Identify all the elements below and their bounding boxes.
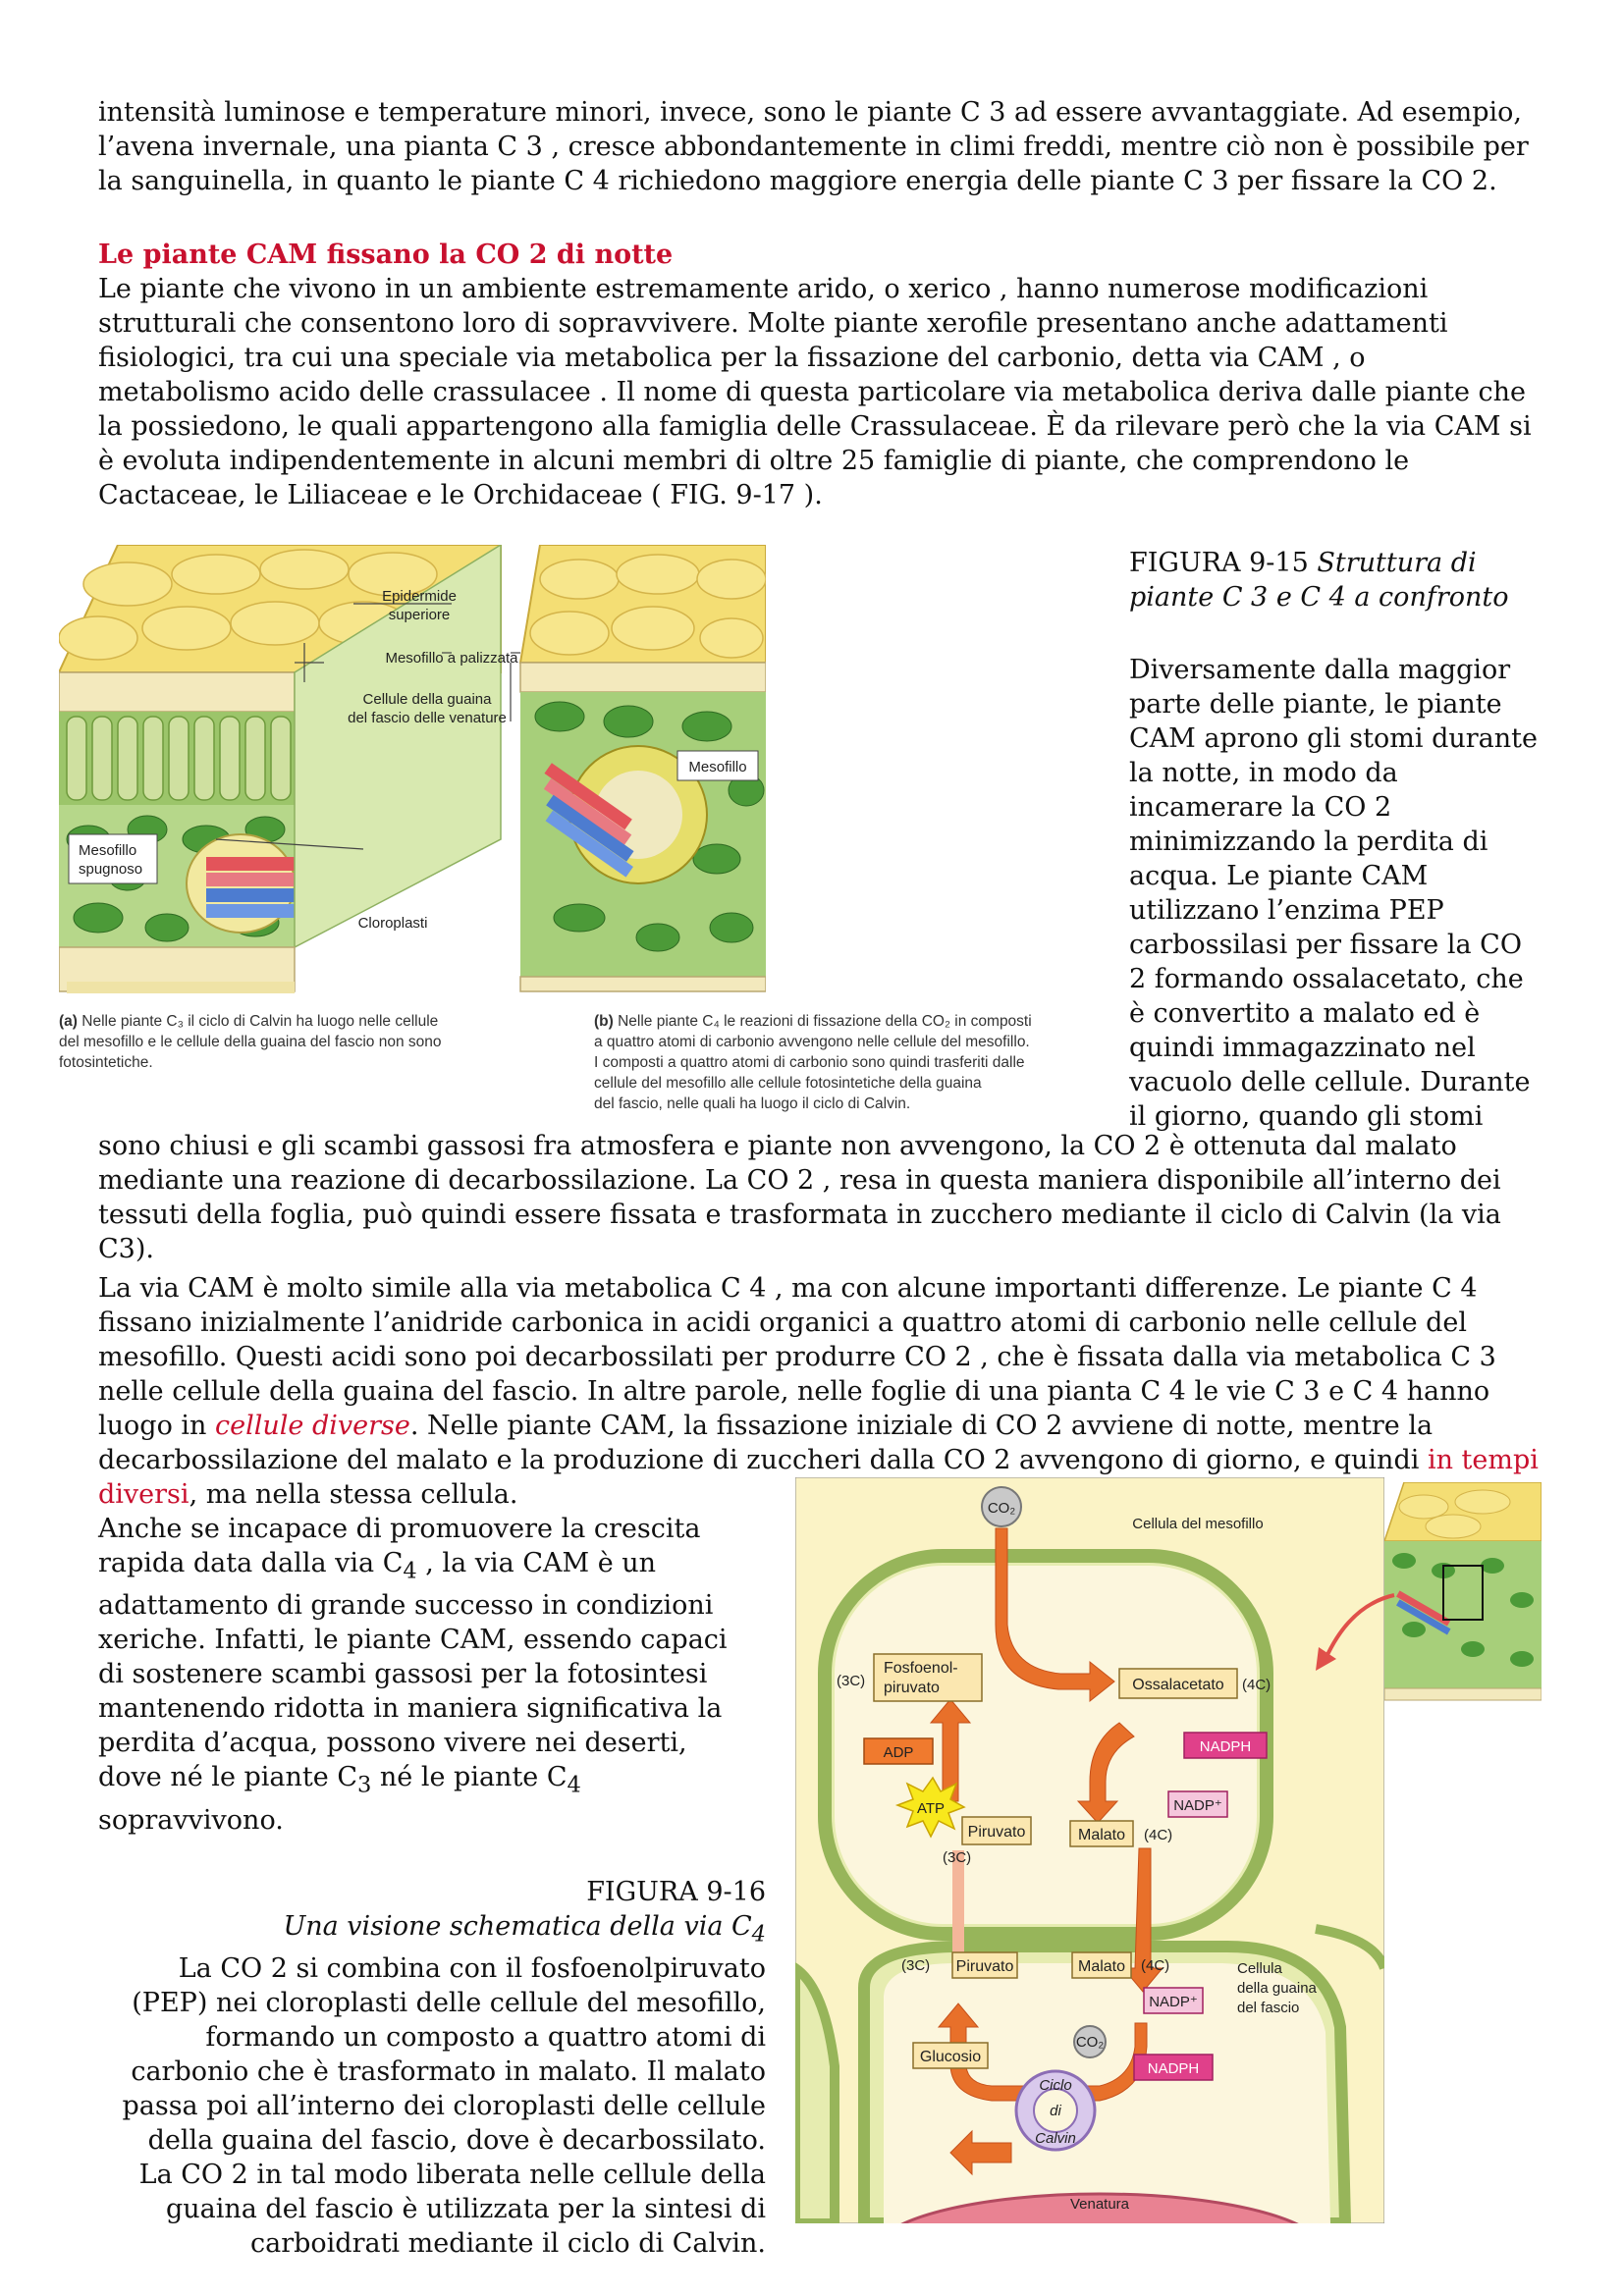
- co2-label-2: CO₂: [1075, 2034, 1105, 2051]
- fosfo-carbon-count: (3C): [837, 1673, 866, 1689]
- glucosio-label: Glucosio: [919, 2049, 982, 2065]
- compare-part3: , ma nella stessa cellula.: [189, 1479, 518, 1510]
- left-sub1: 4: [403, 1558, 417, 1584]
- spugnoso-label-1: Mesofillo: [79, 842, 137, 859]
- piruvato-label-2: Piruvato: [955, 1958, 1014, 1975]
- figure-9-15-title-plain: FIGURA 9-15: [1129, 548, 1318, 578]
- atp-label: ATP: [916, 1800, 946, 1817]
- epidermide-label-2: superiore: [388, 607, 451, 623]
- guaina-label-2: del fascio delle venature: [348, 710, 507, 726]
- caption-b-line1: Nelle piante C₄ le reazioni di fissazione della CO₂ in composti: [618, 1013, 1032, 1030]
- piruvato-carbon-count-2: (3C): [901, 1957, 931, 1974]
- figure-9-16-diagram: [795, 1477, 1384, 2223]
- section-heading: Le piante CAM fissano la CO 2 di notte: [98, 240, 674, 270]
- caption-a-line2: del mesofillo e le cellule della guaina del fascio non sono: [59, 1034, 442, 1050]
- caption-a-line1: Nelle piante C₃ il ciclo di Calvin ha luogo nelle cellule: [81, 1013, 439, 1030]
- compare-part1: La via CAM è molto simile alla via metabolica C 4 , ma con alcune importanti differenze. Le piante C 4 fissano inizialmente l’anidride carbonica in acidi organici a quattro atomi di carbonio nelle cellule del mesofillo. Questi acidi sono poi decarbossilati per produrre CO 2 , che è fissata dalla via metabolica C 3 nelle cellule della guaina del fascio. In altre parole, nelle foglie di una pianta C 4 le vie C 3 e C 4 hanno luogo in: [98, 1273, 1496, 1441]
- c3-vein: [187, 834, 295, 933]
- caption-b-line2: a quattro atomi di carbonio avvengono nelle cellule del mesofillo.: [594, 1034, 1030, 1050]
- piruvato-label-1: Piruvato: [967, 1824, 1026, 1841]
- guaina-label-3: del fascio: [1237, 2000, 1300, 2016]
- fosfo-label-1: Fosfoenol-: [884, 1660, 958, 1677]
- figure-9-16-title: FIGURA 9-16: [586, 1877, 766, 1907]
- leaf-c3-illustration: [59, 545, 766, 1006]
- calvin-label: Calvin: [1035, 2130, 1076, 2147]
- co2-bubble-label: CO₂: [987, 1500, 1016, 1517]
- caption-b-line4: cellule del mesofillo alle cellule fotosintetiche della guaina: [594, 1075, 982, 1092]
- malato-label-1: Malato: [1077, 1827, 1126, 1843]
- figure-9-16-subtitle-text: Una visione schematica della via C: [283, 1911, 752, 1942]
- compare-paragraph: [98, 1271, 1542, 1512]
- caption-a-line3: fotosintetiche.: [59, 1054, 153, 1071]
- guaina-label-2: della guaina: [1237, 1980, 1317, 1997]
- ciclo-label: Ciclo: [1039, 2077, 1072, 2094]
- malato-carbon-count-1: (4C): [1144, 1827, 1173, 1843]
- nadp-label-1: NADP⁺: [1173, 1797, 1222, 1814]
- guaina-label-1: Cellule della guaina: [362, 691, 492, 708]
- top-paragraph: intensità luminose e temperature minori, invece, sono le piante C 3 ad essere avvantaggiate. Ad esempio, l’avena invernale, una pianta C 3 , cresce abbondantemente in climi freddi, mentre ciò non è possibile per la sanguinella, in quanto le piante C 4 richiedono maggiore energia delle piante C 3 per fissare la CO 2.: [98, 97, 1529, 196]
- nadph-label-2: NADPH: [1147, 2060, 1200, 2077]
- mesofillo-label: Mesofillo: [688, 759, 747, 775]
- piruvato-carbon-count-1: (3C): [943, 1849, 972, 1866]
- left-part-d: sopravvivono.: [98, 1804, 284, 1836]
- leaf-thumbnail: [1384, 1482, 1542, 1708]
- palizzata-label: Mesofillo a palizzata: [385, 650, 518, 667]
- ossalacetato-carbon-count: (4C): [1242, 1677, 1271, 1693]
- figure-9-15-title: [1129, 546, 1542, 614]
- caption-a-tag: (a): [59, 1013, 78, 1030]
- figure-9-16-caption: [98, 1875, 766, 2261]
- left-sub3: 4: [567, 1772, 581, 1798]
- left-part-c: né le piante C: [371, 1762, 568, 1793]
- spugnoso-label-2: spugnoso: [79, 861, 143, 878]
- figure-9-16-text: La CO 2 si combina con il fosfoenolpiruvato (PEP) nei cloroplasti delle cellule del mesofillo, formando un composto a quattro atomi di carbonio che è trasformato in malato. Il malato passa poi all’interno dei cloroplasti delle cellule della guaina del fascio, dove è decarbossilato. La CO 2 in tal modo liberata nelle cellule della guaina del fascio è utilizzata per la sintesi di carboidrati mediante il ciclo di Calvin.: [122, 1953, 766, 2260]
- c4-leaf-block: [511, 545, 766, 991]
- left-part-a: Anche se incapace di promuovere la crescita rapida data dalla via C: [98, 1514, 701, 1578]
- fosfo-label-2: piruvato: [884, 1680, 940, 1696]
- figure-9-15-side-text: Diversamente dalla maggior parte delle piante, le piante CAM aprono gli stomi durante la notte, in modo da incamerare la CO 2 minimizzando la perdita di acqua. Le piante CAM utilizzano l’enzima PEP carbossilasi per fissare la CO 2 formando ossalacetato, che è convertito a malato ed è quindi immagazzinato nel vacuolo delle cellule. Durante il giorno, quando gli stomi: [1129, 655, 1538, 1132]
- section-paragraph: Le piante che vivono in un ambiente estremamente arido, o xerico , hanno numerose modificazioni strutturali che consentono loro di sopravvivere. Molte piante xerofile presentano anche adattamenti fisiologici, tra cui una speciale via metabolica per la fissazione del carbonio, detta via CAM , o metabolismo acido delle crassulacee . Il nome di questa particolare via metabolica deriva dalle piante che la possiedono, le quali appartengono alla famiglia delle Crassulaceae. È da rilevare però che la via CAM si è evoluta indipendentemente in alcuni membri di oltre 25 famiglie di piante, che comprendono le Cactaceae, le Liliaceae e le Orchidaceae ( FIG. 9-17 ).: [98, 274, 1532, 510]
- compare-red-cellule-diverse: cellule diverse: [215, 1411, 410, 1441]
- adp-label: ADP: [883, 1744, 914, 1761]
- left-sub2: 3: [356, 1772, 372, 1798]
- figure-9-16-subtitle: [98, 1909, 766, 1951]
- calvin-cycle: [1016, 2071, 1095, 2150]
- figure-9-15-caption-b: [594, 1011, 1124, 1114]
- ossalacetato-label: Ossalacetato: [1132, 1677, 1224, 1693]
- left-part-b: , la via CAM è un adattamento di grande successo in condizioni xeriche. Infatti, le piante CAM, essendo capaci di sostenere scambi gassosi per la fotosintesi mantenendo ridotta in maniera significativa la perdita d’acqua, possono vivere nei deserti, dove né le piante C: [98, 1548, 728, 1793]
- left-paragraph: [98, 1512, 756, 1838]
- nadph-label-1: NADPH: [1199, 1738, 1252, 1755]
- nadp-label-2: NADP⁺: [1149, 1994, 1198, 2010]
- pointer-arrow: [1311, 1590, 1399, 1679]
- malato-carbon-count-2: (4C): [1141, 1957, 1170, 1974]
- compare-red-tempi-diversi: in tempi diversi: [98, 1445, 1539, 1510]
- figure-9-16-subtitle-sub: 4: [751, 1921, 766, 1948]
- figure-9-15-title-italic: Struttura di piante C 3 e C 4 a confronto: [1129, 548, 1509, 613]
- figure-9-15-caption-a: [59, 1011, 511, 1073]
- malato-label-2: Malato: [1077, 1958, 1126, 1975]
- venatura-label: Venatura: [1069, 2196, 1130, 2213]
- caption-b-line5: del fascio, nelle quali ha luogo il ciclo di Calvin.: [594, 1095, 911, 1112]
- caption-b-line3: I composti a quattro atomi di carbonio sono quindi trasferiti dalle: [594, 1054, 1025, 1071]
- compare-part2: . Nelle piante CAM, la fissazione iniziale di CO 2 avviene di notte, mentre la decarbossilazione del malato e la produzione di zuccheri dalla CO 2 avvengono di giorno, e quindi: [98, 1411, 1434, 1475]
- cloroplasti-label: Cloroplasti: [357, 915, 428, 932]
- di-label: di: [1050, 2103, 1061, 2119]
- guaina-label-1: Cellula: [1237, 1960, 1282, 1977]
- cellula-mesofillo-label: Cellula del mesofillo: [1132, 1516, 1264, 1532]
- continuation-paragraph: sono chiusi e gli scambi gassosi fra atmosfera e piante non avvengono, la CO 2 è ottenuta dal malato mediante una reazione di decarbossilazione. La CO 2 , resa in questa maniera disponibile all’interno dei tessuti della foglia, può quindi essere fissata e trasformata in zucchero mediante il ciclo di Calvin (la via C3).: [98, 1131, 1501, 1264]
- epidermide-label-1: Epidermide: [382, 588, 457, 605]
- caption-b-tag: (b): [594, 1013, 614, 1030]
